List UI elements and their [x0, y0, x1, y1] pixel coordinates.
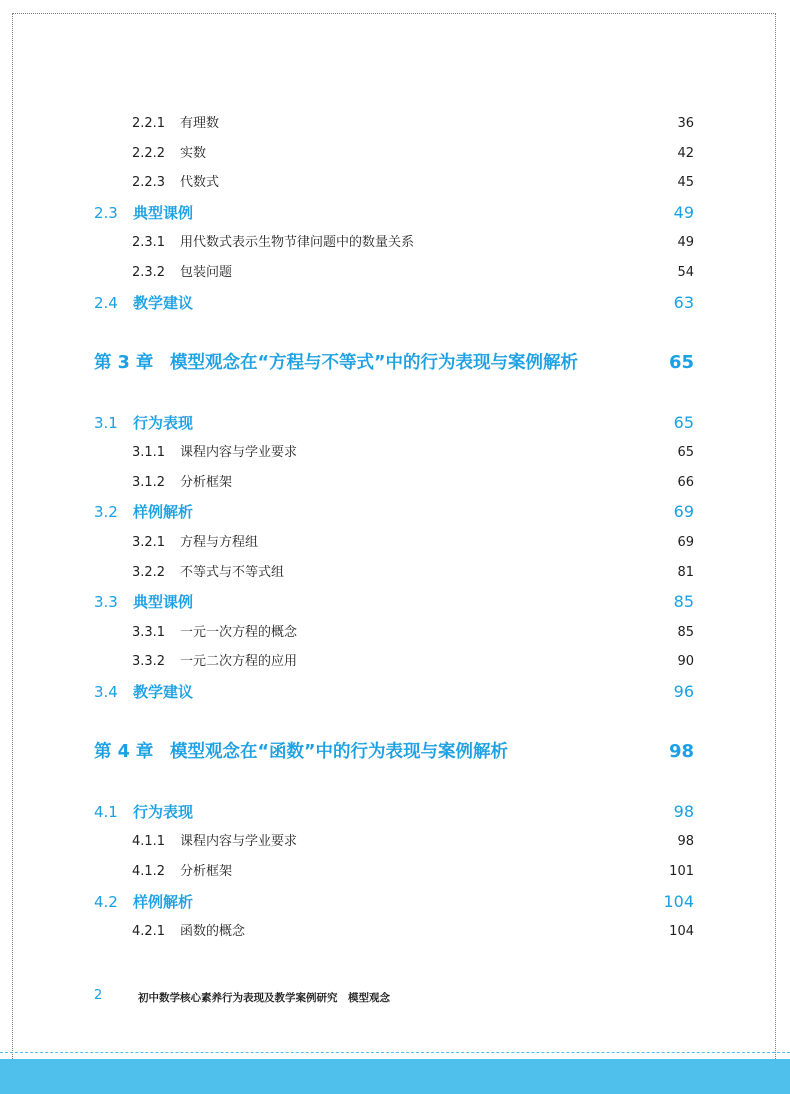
toc-number: 4.2.1: [132, 924, 166, 939]
toc-section-3-2[interactable]: [0, 500, 790, 524]
toc-page: 85: [673, 592, 694, 611]
toc-number: 2.3.2: [132, 265, 166, 280]
toc-page: 65: [677, 445, 694, 460]
toc-section-4-2[interactable]: [0, 890, 790, 914]
toc-title: 代数式: [180, 175, 220, 190]
toc-title: 包装问题: [180, 265, 233, 280]
toc-number: 4.1.2: [132, 864, 166, 879]
toc-page: 65: [668, 352, 694, 373]
footer-book-title: 初中数学核心素养行为表现及教学案例研究 模型观念: [138, 992, 390, 1004]
toc-chapter-title: 模型观念在“函数”中的行为表现与案例解析: [170, 742, 509, 762]
toc-page: 85: [677, 625, 694, 640]
toc-title: 一元二次方程的应用: [180, 654, 298, 669]
toc-page: 36: [677, 116, 694, 131]
toc-section-3-4[interactable]: [0, 680, 790, 704]
toc-section-2-3[interactable]: [0, 201, 790, 225]
toc-title: 实数: [180, 146, 207, 161]
toc-number: 4.2: [94, 893, 118, 911]
toc-title: 分析框架: [180, 864, 233, 879]
toc-entry-2-3-2[interactable]: [0, 261, 790, 285]
toc-title: 行为表现: [133, 803, 194, 821]
toc-page: 45: [677, 175, 694, 190]
toc-entry-2-2-1[interactable]: [0, 112, 790, 136]
toc-number: 3.4: [94, 683, 118, 701]
toc-title: 一元一次方程的概念: [180, 625, 298, 640]
toc-page: 98: [677, 834, 694, 849]
toc-title: 样例解析: [133, 503, 194, 521]
toc-page: 98: [673, 802, 694, 821]
toc-number: 2.2.2: [132, 146, 166, 161]
toc-number: 3.3.2: [132, 654, 166, 669]
toc-entry-4-1-1[interactable]: [0, 830, 790, 854]
toc-page: 49: [673, 203, 694, 222]
toc-page: 65: [673, 413, 694, 432]
toc-entry-4-2-1[interactable]: [0, 920, 790, 944]
toc-title: 典型课例: [133, 204, 194, 222]
toc-page: 104: [669, 924, 694, 939]
footer-page-number: 2: [94, 988, 103, 1003]
toc-entry-4-1-2[interactable]: [0, 860, 790, 884]
toc-page: 54: [677, 265, 694, 280]
toc-title: 典型课例: [133, 593, 194, 611]
toc-number: 2.4: [94, 294, 118, 312]
toc-chapter-number: 第 3 章: [94, 353, 154, 373]
toc-title: 不等式与不等式组: [180, 565, 285, 580]
toc-page: 49: [677, 235, 694, 250]
toc-entry-3-1-2[interactable]: [0, 471, 790, 495]
toc-chapter-number: 第 4 章: [94, 742, 154, 762]
toc-entry-2-3-1[interactable]: [0, 231, 790, 255]
toc-number: 4.1: [94, 803, 118, 821]
toc-number: 2.2.1: [132, 116, 166, 131]
toc-page: 104: [663, 892, 694, 911]
toc-title: 行为表现: [133, 414, 194, 432]
toc-entry-3-2-2[interactable]: [0, 561, 790, 585]
toc-title: 用代数式表示生物节律问题中的数量关系: [180, 235, 415, 250]
toc-page: 81: [677, 565, 694, 580]
toc-title: 课程内容与学业要求: [180, 445, 298, 460]
toc-number: 3.3.1: [132, 625, 166, 640]
toc-title: 教学建议: [133, 683, 194, 701]
toc-page: 98: [668, 741, 694, 762]
toc-entry-2-2-3[interactable]: [0, 171, 790, 195]
toc-number: 4.1.1: [132, 834, 166, 849]
toc-entry-3-2-1[interactable]: [0, 531, 790, 555]
toc-number: 2.3.1: [132, 235, 166, 250]
toc-title: 方程与方程组: [180, 535, 259, 550]
toc-number: 2.2.3: [132, 175, 166, 190]
toc-chapter-title: 模型观念在“方程与不等式”中的行为表现与案例解析: [170, 353, 579, 373]
toc-entry-2-2-2[interactable]: [0, 142, 790, 166]
toc-number: 3.1.1: [132, 445, 166, 460]
toc-title: 有理数: [180, 116, 220, 131]
toc-number: 3.2: [94, 503, 118, 521]
toc-entry-3-1-1[interactable]: [0, 441, 790, 465]
toc-page: 63: [673, 293, 694, 312]
toc-page: 69: [673, 502, 694, 521]
toc-number: 3.2.1: [132, 535, 166, 550]
toc-page: 90: [677, 654, 694, 669]
toc-page: 101: [669, 864, 694, 879]
toc-section-3-1[interactable]: [0, 411, 790, 435]
toc-number: 3.1: [94, 414, 118, 432]
toc-section-2-4[interactable]: [0, 291, 790, 315]
toc-title: 教学建议: [133, 294, 194, 312]
toc-page: 96: [673, 682, 694, 701]
toc-page: 42: [677, 146, 694, 161]
toc-title: 函数的概念: [180, 924, 246, 939]
toc-page: 69: [677, 535, 694, 550]
toc-title: 分析框架: [180, 475, 233, 490]
toc-section-3-3[interactable]: [0, 590, 790, 614]
toc-title: 课程内容与学业要求: [180, 834, 298, 849]
toc-title: 样例解析: [133, 893, 194, 911]
toc-number: 3.1.2: [132, 475, 166, 490]
toc-chapter-4[interactable]: [0, 737, 790, 767]
toc-chapter-3[interactable]: [0, 348, 790, 378]
footer-dashed-rule: [0, 1052, 790, 1053]
toc-number: 2.3: [94, 204, 118, 222]
toc-number: 3.2.2: [132, 565, 166, 580]
toc-page: 66: [677, 475, 694, 490]
toc-entry-3-3-2[interactable]: [0, 650, 790, 674]
footer-color-band: [0, 1059, 790, 1094]
toc-number: 3.3: [94, 593, 118, 611]
toc-entry-3-3-1[interactable]: [0, 621, 790, 645]
toc-section-4-1[interactable]: [0, 800, 790, 824]
